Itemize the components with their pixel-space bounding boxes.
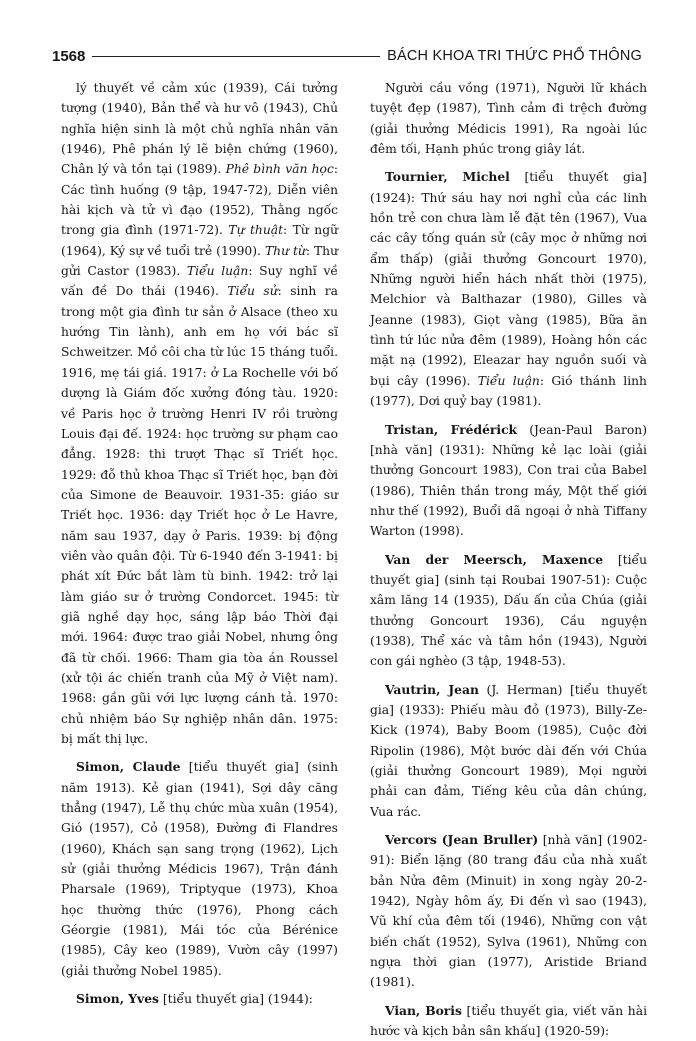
entry-van-der-meersch	[370, 550, 647, 672]
section-label: Tiểu luận	[477, 373, 540, 388]
section-label: Tiểu sử	[227, 284, 278, 299]
entry-text: (J. Herman) [tiểu thuyết gia] (1933): Phiếu màu đỏ (1973), Billy-Ze-Kick (1974), Baby Boom (1985), Cuộc đời Ripolin (1986), Một bước dài đến với Chúa (giải thưởng Goncourt 1989), Mọi người phải can đảm, Tiếng kêu của dân chúng, Vua rác.	[370, 682, 648, 819]
entry-text: [tiểu thuyết gia] (sinh tại Roubai 1907-51): Cuộc xâm lăng 14 (1935), Dấu ấn của Chúa (giải thưởng Goncourt 1936), Cầu nguyện (1938), Thể xác và tâm hồn (1943), Người con gái nghèo (3 tập, 1948-53).	[370, 552, 647, 669]
entry-text: : Các tình huống (9 tập, 1947-72), Diễn viên hài kịch và tử vì đạo (1952), Thằng ngốc trong gia đình (1971-72).	[61, 162, 338, 238]
page-header	[52, 46, 642, 66]
entry-text: : sinh ra trong một gia đình tư sản ở Alsace (theo xu hướng Tin lành), anh em họ với bác sĩ Schweitzer. Mồ côi cha từ lúc 15 tháng tuổi. 1916, mẹ tái giá. 1917: ở La Rochelle với bố dượng là Giám đốc xưởng đóng tàu. 1920: về Paris học ở trường Henri IV rồi trường Louis đại đế. 1924: học trường sư phạm cao đẳng. 1928: thi trượt Thạc sĩ Triết học. 1929: đỗ thủ khoa Thạc sĩ Triết học, bạn đời của Simone de Beauvoir. 1931-35: giáo sư Triết học. 1936: dạy Triết học ở Le Havre, năm sau 1937, dạy ở Paris. 1939: bị động viên vào quân đội. Từ 6-1940 đến 3-1941: bị phát xít Đức bắt làm tù binh. 1942: trở lại làm giáo sư ở trường Condorcet. 1945: từ giã nghề dạy học, sáng lập báo Thời đại mới. 1964: được trao giải Nobel, nhưng ông đã từ chối. 1966: Tham gia tòa án Roussel (xử tội ác chiến tranh của Mỹ ở Việt nam). 1968: gần gũi với lực lượng cánh tả. 1970: chủ nhiệm báo Sự nghiệp nhân dân. 1975: bị mất thị lực.	[61, 284, 338, 746]
entry-name: Vautrin, Jean	[385, 681, 479, 697]
section-label: Thư từ	[264, 243, 306, 258]
entry-text: [tiểu thuyết gia] (1944):	[158, 992, 313, 1007]
running-title: BÁCH KHOA TRI THỨC PHỔ THÔNG	[387, 48, 642, 64]
entry-text: : Từ ngữ (1964), Ký sự về tuổi trẻ (1990).	[61, 223, 339, 258]
header-rule	[92, 56, 380, 57]
entry-text: [tiểu thuyết gia] (sinh năm 1913). Kẻ gian (1941), Sợi dây căng thẳng (1947), Lễ thụ chức mùa xuân (1954), Gió (1957), Cỏ (1958), Đường đi Flandres (1960), Khách sạn sang trọng (1962), Lịch sử (giải thưởng Médicis 1967), Trận đánh Pharsale (1969), Triptyque (1973), Khoa học thường thức (1976), Phong cách Géorgie (1981), Mái tóc của Bérénice (1985), Cây keo (1989), Vườn cây (1997) (giải thưởng Nobel 1985).	[61, 760, 339, 978]
entry-text: : Thư gửi Castor (1983).	[61, 243, 339, 279]
section-label: Tiểu luận	[186, 264, 249, 279]
entry-text: [tiểu thuyết gia, viết văn hài hước và kịch bản sân khấu] (1920-59):	[370, 1003, 647, 1039]
entry-name: Vercors (Jean Bruller)	[385, 832, 539, 848]
entry-name: Tristan, Frédérick	[385, 421, 518, 437]
entry-name: Van der Meersch, Maxence	[385, 551, 604, 567]
entry-text: [tiểu thuyết gia] (1924): Thứ sáu hay nơi nghỉ của các linh hồn trẻ con chưa làm lễ đặt tên (1967), Vua các cây tống quán sử (cây mọc ở những nơi ẩm thấp) (giải thưởng Goncourt 1970), Những người hiển hách nhất thời (1975), Melchior và Balthazar (1980), Gilles và Jeanne (1983), Giọt vàng (1985), Bữa ăn tình tứ lúc nửa đêm (1989), Hoàng hôn các mặt nạ (1992), Eleazar hay nguồn suối và bụi cây (1996).	[370, 170, 647, 388]
entry-text: : Suy nghĩ về vấn đề Do thái (1946).	[61, 264, 338, 299]
entry-simon-claude	[61, 757, 338, 981]
right-column	[370, 78, 647, 1041]
entry-text: Người cầu vồng (1971), Người lữ khách tuyệt đẹp (1987), Tình cảm đi trệch đường (giải thưởng Médicis 1991), Ra ngoài lúc đêm tối, Hạnh phúc trong giây lát.	[370, 81, 647, 157]
entry-name: Simon, Yves	[76, 991, 159, 1007]
entry-vautrin	[370, 680, 647, 822]
section-label: Phê bình văn học	[225, 162, 334, 177]
entry-text: [nhà văn] (1902-91): Biển lặng (80 trang đầu của nhà xuất bản Nửa đêm (Minuit) in xong ngày 20-2-1942), Ngày hôm ấy, Đi đến vì sao (1943), Vũ khí của đêm tối (1946), Những con vật biến chất (1952), Sylva (1961), Những con ngựa thời gian (1977), Aristide Briand (1981).	[370, 833, 647, 990]
entry-name: Simon, Claude	[76, 759, 181, 775]
entry-simon-yves	[61, 989, 338, 1009]
entry-text: lý thuyết về cảm xúc (1939), Cái tưởng tượng (1940), Bản thể và hư vô (1943), Chủ nghĩa hiện sinh là một chủ nghĩa nhân văn (1946), Phê phán lý lẽ biện chứng (1960), Chân lý và tồn tại (1989).	[61, 81, 338, 177]
entry-text: (Jean-Paul Baron) [nhà văn] (1931): Những kẻ lạc loài (giải thưởng Goncourt 1983), Con trai của Babel (1986), Thiên thần trong máy, Một thế giới như thế (1992), Buổi dã ngoại ở nhà Tiffany Warton (1998).	[370, 422, 647, 539]
entry-name: Vian, Boris	[385, 1002, 462, 1018]
entry-tristan	[370, 420, 647, 542]
entry-tournier	[370, 167, 647, 411]
page-number: 1568	[52, 47, 86, 65]
left-column	[61, 78, 338, 1009]
entry-name: Tournier, Michel	[385, 169, 510, 185]
simon-yves-continuation	[370, 78, 647, 159]
section-label: Tự thuật	[228, 223, 284, 238]
entry-text: : Gió thánh linh (1977), Dơi quỷ bay (1981).	[370, 373, 647, 409]
sartre-entry-continuation	[61, 78, 338, 749]
entry-vian	[370, 1001, 647, 1041]
entry-vercors	[370, 830, 647, 993]
